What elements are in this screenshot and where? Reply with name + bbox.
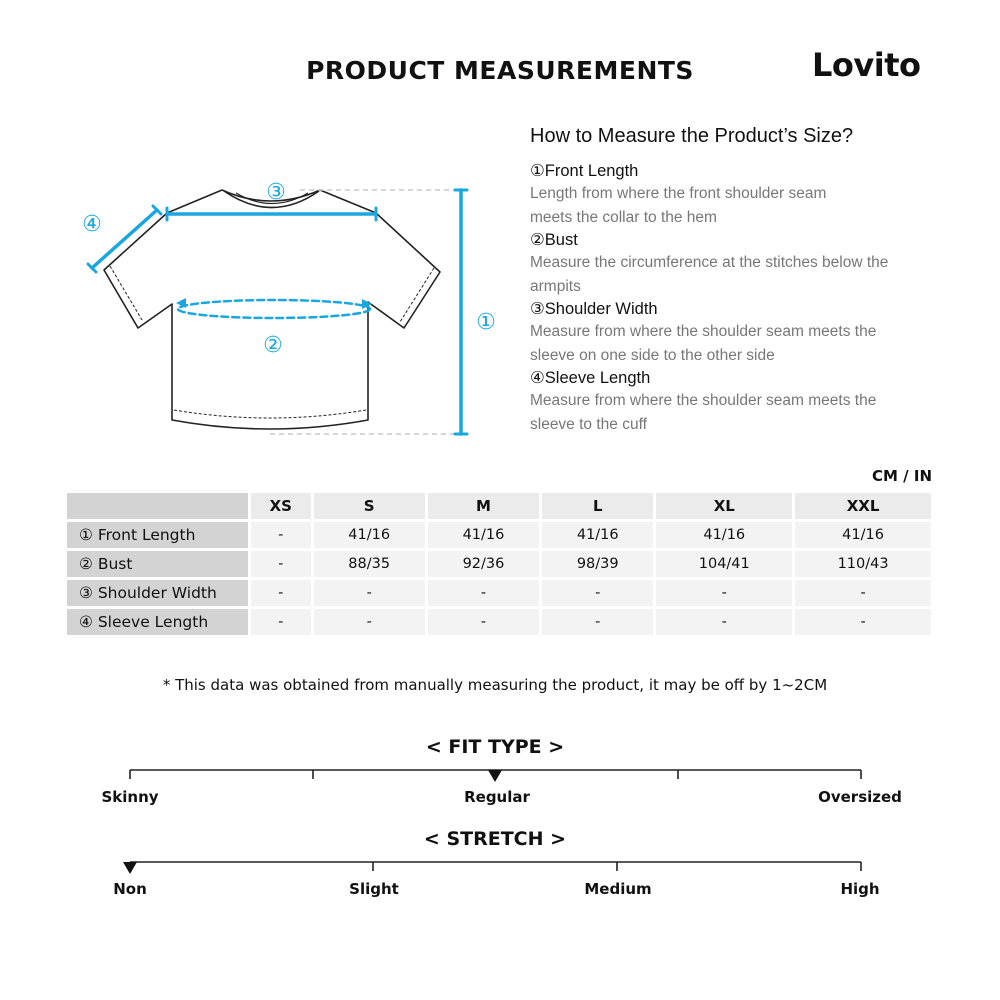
size-header: L [542,493,653,519]
table-cell: - [251,609,311,635]
tshirt-measurement-diagram [70,170,520,450]
measurement-note: * This data was obtained from manually measuring the product, it may be off by 1~2CM [162,676,828,694]
table-row [67,522,931,548]
table-cell: - [428,609,539,635]
tshirt-outline [104,190,440,429]
stretch-label: Slight [349,880,399,898]
table-cell: 41/16 [542,522,653,548]
guide-item-desc: Length from where the front shoulder seam meets the collar to the hem [530,185,827,226]
table-header-row [67,493,931,519]
table-cell: 92/36 [428,551,539,577]
marker-sleeve-length: ④ [82,212,102,237]
table-cell: 41/16 [656,522,792,548]
table-cell: - [656,580,792,606]
fit-type-scale [0,760,1000,790]
row-label: ④ Sleeve Length [67,609,248,635]
table-cell: - [314,580,425,606]
guide-item-title: ②Bust [530,231,578,249]
size-header: XS [251,493,311,519]
fit-type-title: < FIT TYPE > [425,736,565,758]
guide-item-desc: Measure the circumference at the stitches below the armpits [530,254,889,295]
units-label: CM / IN [872,467,932,485]
guide-title: How to Measure the Product’s Size? [530,125,854,147]
row-label: ① Front Length [67,522,248,548]
bust-ellipse [178,300,370,318]
stretch-label: Medium [584,880,652,898]
marker-shoulder-width: ③ [266,180,286,205]
guide-item-title: ①Front Length [530,162,639,180]
guide-item-title: ③Shoulder Width [530,300,658,318]
table-row [67,609,931,635]
table-cell: - [795,609,931,635]
table-corner-cell [67,493,248,519]
table-cell: - [656,609,792,635]
guide-item-desc: Measure from where the shoulder seam meets the sleeve to the cuff [530,392,877,433]
stretch-label: High [840,880,880,898]
size-header: XL [656,493,792,519]
size-header: XXL [795,493,931,519]
size-chart-table [64,490,934,638]
table-cell: - [251,580,311,606]
size-header: M [428,493,539,519]
table-cell: - [795,580,931,606]
fit-type-label: Oversized [818,788,902,806]
marker-bust: ② [263,333,283,358]
stretch-indicator [123,862,137,874]
table-cell: 110/43 [795,551,931,577]
fit-type-label: Regular [464,788,530,806]
marker-front-length: ① [476,310,496,335]
table-cell: 41/16 [428,522,539,548]
stretch-scale [0,852,1000,882]
table-cell: 98/39 [542,551,653,577]
table-cell: - [542,609,653,635]
size-header: S [314,493,425,519]
table-row [67,551,931,577]
table-cell: - [542,580,653,606]
table-cell: - [314,609,425,635]
table-cell: 88/35 [314,551,425,577]
stretch-title: < STRETCH > [423,828,567,850]
stretch-label: Non [113,880,147,898]
guide-item [530,229,930,298]
table-cell: - [251,551,311,577]
table-cell: 104/41 [656,551,792,577]
guide-item [530,160,930,229]
guide-item-desc: Measure from where the shoulder seam meets the sleeve on one side to the other side [530,323,877,364]
fit-type-label: Skinny [101,788,159,806]
row-label: ③ Shoulder Width [67,580,248,606]
guide-item [530,367,930,436]
table-cell: - [251,522,311,548]
brand-logo: Lovito [812,46,921,84]
page-title: PRODUCT MEASUREMENTS [306,56,694,85]
guide-item [530,298,930,367]
table-row [67,580,931,606]
table-cell: - [428,580,539,606]
row-label: ② Bust [67,551,248,577]
measurement-guide [530,160,930,436]
guide-item-title: ④Sleeve Length [530,369,651,387]
table-cell: 41/16 [314,522,425,548]
fit-type-indicator [488,770,502,782]
table-cell: 41/16 [795,522,931,548]
